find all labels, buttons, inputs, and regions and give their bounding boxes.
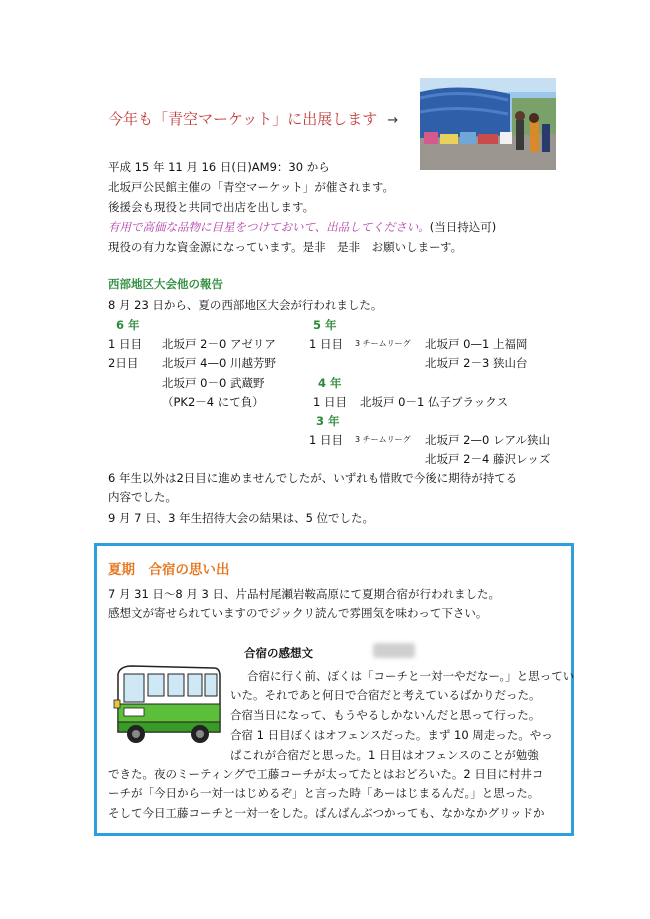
grade3-result-2: 北坂戸 2－4 藤沢レッズ xyxy=(425,452,551,466)
report-summary-1: 6 年生以外は2日目に進めませんでしたが、いずれも惜敗で今後に期待が持てる xyxy=(108,471,518,485)
grade5-result-2: 北坂戸 2－3 狭山台 xyxy=(425,356,528,370)
camp-line-2: 感想文が寄せられていますのでジックリ読んで雰囲気を味わって下さい。 xyxy=(108,606,488,620)
market-heading xyxy=(108,108,398,129)
report-title: 西部地区大会他の報告 xyxy=(108,277,223,291)
essay-line-5: ぱこれが合宿だと思った。1 日目はオフェンスのことが勉強 xyxy=(230,748,539,762)
grade4-result: 北坂戸 0－1 仏子ブラックス xyxy=(360,395,509,409)
market-highlight-line xyxy=(108,220,496,234)
essay-line-7: ーチが「今日から一対一はじめるぞ」と言った時「あーはじまるんだ。」と思った。 xyxy=(108,786,540,800)
grade3-result-1: 北坂戸 2—0 レアル狭山 xyxy=(425,433,550,447)
report-intro: 8 月 23 日から、夏の西部地区大会が行われました。 xyxy=(108,298,383,312)
market-highlight: 有用で高価な品物に目星をつけておいて、出品してください。 xyxy=(108,220,430,234)
grade5-label: 5 年 xyxy=(313,318,337,332)
grade5-day: 1 日目 xyxy=(309,337,343,351)
grade6-result-1: 北坂戸 2－0 アゼリア xyxy=(162,337,276,351)
report-summary-3: 9 月 7 日、3 年生招待大会の結果は、5 位でした。 xyxy=(108,511,375,525)
market-photo-image xyxy=(420,78,556,170)
essay-line-1: 合宿に行く前、ぼくは「コーチと一対一やだなー。」と思ってい xyxy=(247,669,575,683)
market-line-3: 後援会も現役と共同で出店を出します。 xyxy=(108,200,315,214)
arrow-right-icon: → xyxy=(387,113,399,128)
essay-line-2: いた。それであと何日で合宿だと考えているばかりだった。 xyxy=(230,688,541,702)
essay-title: 合宿の感想文 xyxy=(244,646,313,660)
grade3-league: 3 チームリーグ xyxy=(355,435,411,444)
grade6-day-2: 2日目 xyxy=(108,356,139,370)
market-photo xyxy=(420,78,556,170)
camp-title: 夏期 合宿の思い出 xyxy=(108,562,230,578)
grade5-result-1: 北坂戸 0—1 上福岡 xyxy=(425,337,528,351)
grade5-league: 3 チームリーグ xyxy=(355,339,411,348)
grade3-label: 3 年 xyxy=(316,414,340,428)
market-title: 今年も「青空マーケット」に出展します xyxy=(108,110,378,128)
grade6-day-1: 1 日目 xyxy=(108,337,142,351)
author-name-blurred xyxy=(373,643,415,658)
essay-line-3: 合宿当日になって、もうやるしかないんだと思って行った。 xyxy=(230,708,541,722)
grade6-result-4: （PK2－4 にて負） xyxy=(162,395,264,409)
market-highlight-note: (当日持込可) xyxy=(429,220,497,234)
market-line-2: 北坂戸公民館主催の「青空マーケット」が催されます。 xyxy=(108,180,395,194)
essay-line-8: そして今日工藤コーチと一対一をした。ばんばんぶつかっても、なかなかグリッドか xyxy=(108,806,545,820)
grade3-day: 1 日目 xyxy=(309,433,343,447)
bus-illustration xyxy=(110,660,225,748)
market-line-1: 平成 15 年 11 月 16 日(日)AM9：30 から xyxy=(108,160,330,174)
grade6-result-2: 北坂戸 4—0 川越芳野 xyxy=(162,356,276,370)
essay-line-4: 合宿 1 日目ぼくはオフェンスだった。まず 10 周走った。やっ xyxy=(230,728,553,742)
report-summary-2: 内容でした。 xyxy=(108,490,177,504)
grade4-label: 4 年 xyxy=(318,376,342,390)
grade6-label: 6 年 xyxy=(116,318,140,332)
market-closing: 現役の有力な資金源になっています。是非 是非 お願いしまーす。 xyxy=(108,240,463,254)
grade4-day: 1 日目 xyxy=(313,395,347,409)
essay-line-6: できた。夜のミーティングで工藤コーチが太ってたとはおどろいた。2 日目に村井コ xyxy=(108,767,544,781)
camp-line-1: 7 月 31 日～8 月 3 日、片品村尾瀬岩鞍高原にて夏期合宿が行われました。 xyxy=(108,587,501,601)
grade6-result-3: 北坂戸 0－0 武蔵野 xyxy=(162,376,265,390)
